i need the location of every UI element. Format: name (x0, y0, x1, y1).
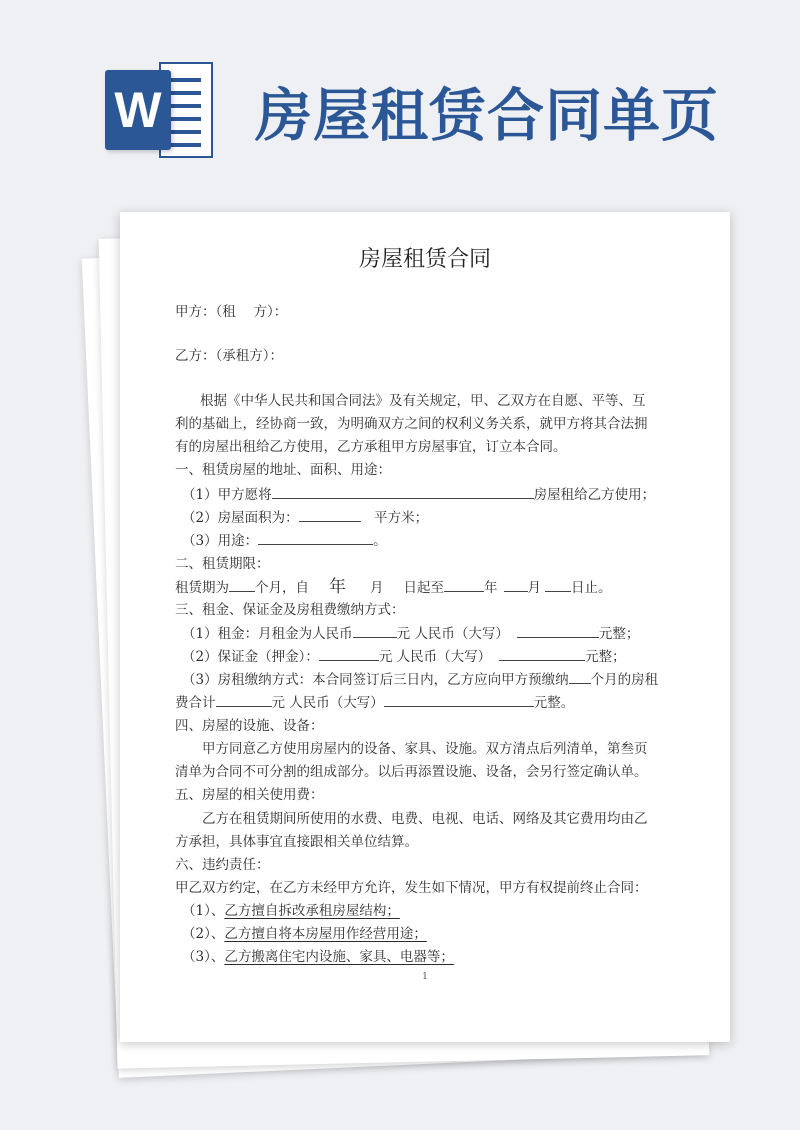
blank-field (517, 623, 599, 638)
deposit-text: （2）保证金（押金）： (182, 649, 319, 665)
blank-field (299, 507, 361, 522)
clause-3-3 (182, 669, 658, 690)
term-text: 个月，自 (255, 580, 309, 596)
section-3-heading: 三、租金、保证金及房租费缴纳方式： (175, 602, 405, 618)
section-4-line-1: 甲方同意乙方使用房屋内的设备、家具、设施。双方清点后列清单，第叁页 (202, 741, 648, 757)
section-5-line-1: 乙方在租赁期间所使用的水费、电费、电视、电话、网络及其它费用均由乙 (202, 811, 648, 827)
clause-6-2 (182, 924, 427, 944)
payment-text: 元整。 (533, 695, 575, 711)
deposit-text: 元 人民币（大写） (378, 649, 492, 665)
clause-6-2-text: 乙方擅自将本房屋用作经营用途； (224, 926, 427, 942)
payment-text: （3）房租缴纳方式：本合同签订后三日内，乙方应向甲方预缴纳 (182, 672, 569, 688)
blank-field (216, 692, 272, 707)
blank-field (272, 484, 534, 499)
section-4-line-2: 清单为合同不可分割的组成部分。以后再添置设施、设备，会另行签定确认单。 (175, 764, 648, 780)
clause-6-1 (182, 901, 400, 921)
payment-text: 个月的房租 (590, 672, 659, 688)
clause-1-3-tail: 。 (373, 533, 387, 549)
term-year-label: 年 (484, 580, 498, 596)
clause-1-1 (182, 484, 655, 505)
document-page (120, 212, 730, 1042)
blank-field (504, 577, 528, 592)
blank-field (384, 692, 534, 707)
clause-1-3-text: （3）用途： (182, 533, 259, 549)
word-logo-letter: W (105, 70, 171, 150)
section-4-heading: 四、房屋的设施、设备： (175, 718, 324, 734)
section-6-heading: 六、违约责任： (175, 857, 270, 873)
blank-field (545, 577, 571, 592)
blank-field (444, 577, 484, 592)
term-month-label: 月 (370, 580, 384, 596)
section-5-heading: 五、房屋的相关使用费： (175, 787, 324, 803)
clause-1-3 (182, 530, 387, 551)
banner-title: 房屋租赁合同单页 (255, 82, 719, 149)
clause-3-2 (182, 646, 626, 667)
party-b-line: 乙方：（承租方）： (175, 348, 283, 364)
clause-1-2 (182, 507, 428, 528)
section-5-line-2: 方承担，具体事宜直接跟相关单位结算。 (175, 834, 418, 850)
clause-number: （3）、 (182, 949, 225, 965)
term-year-label: 年 (329, 577, 346, 597)
clause-3-3-cont (175, 692, 574, 713)
banner-logo (105, 62, 213, 158)
blank-field (353, 623, 397, 638)
section-1-heading: 一、租赁房屋的地址、面积、用途： (175, 462, 391, 478)
clause-1-2-tail: 平方米； (374, 510, 429, 526)
term-text: 租赁期为 (175, 580, 229, 596)
clause-number: （2）、 (182, 926, 225, 942)
party-a-line: 甲方：（租 方）： (175, 304, 288, 320)
document-title: 房屋租赁合同 (358, 247, 491, 272)
term-month-label: 月 (527, 580, 541, 596)
intro-line-3: 有的房屋出租给乙方使用，乙方承租甲方房屋事宜，订立本合同。 (175, 439, 567, 455)
clause-1-2-text: （2）房屋面积为： (182, 510, 299, 526)
clause-1-1-text: （1）甲方愿将 (182, 487, 272, 503)
clause-number: （1）、 (182, 903, 225, 919)
rent-text: 元整； (598, 626, 640, 642)
clause-3-1 (182, 623, 639, 644)
section-2-heading: 二、租赁期限： (175, 556, 270, 572)
term-text: 日起至 (403, 580, 444, 596)
blank-field (499, 646, 585, 661)
rent-text: （1）租金：月租金为人民币 (182, 626, 353, 642)
intro-line-1: 根据《中华人民共和国合同法》及有关规定，甲、乙双方在自愿、平等、互 (200, 393, 646, 409)
clause-6-3-text: 乙方搬离住宅内设施、家具、电器等； (224, 949, 454, 965)
term-line (175, 577, 612, 598)
rent-text: 元 人民币（大写） (396, 626, 509, 642)
clause-6-1-text: 乙方擅自拆改承租房屋结构； (224, 903, 400, 919)
term-text: 日止。 (571, 580, 612, 596)
blank-field (258, 530, 373, 545)
intro-line-2: 利的基础上，经协商一致，为明确双方之间的权利义务关系，就甲方将其合法拥 (175, 416, 648, 432)
clause-1-1-tail: 房屋租给乙方使用； (533, 487, 656, 503)
payment-text: 费合计 (175, 695, 216, 711)
page-number: 1 (422, 972, 428, 982)
deposit-text: 元整； (585, 649, 626, 665)
blank-field (319, 646, 379, 661)
section-6-intro: 甲乙双方约定，在乙方未经甲方允许，发生如下情况，甲方有权提前终止合同： (175, 880, 648, 896)
clause-6-3 (182, 947, 454, 967)
blank-field (569, 669, 591, 684)
blank-field (229, 577, 255, 592)
payment-text: 元 人民币（大写） (271, 695, 384, 711)
